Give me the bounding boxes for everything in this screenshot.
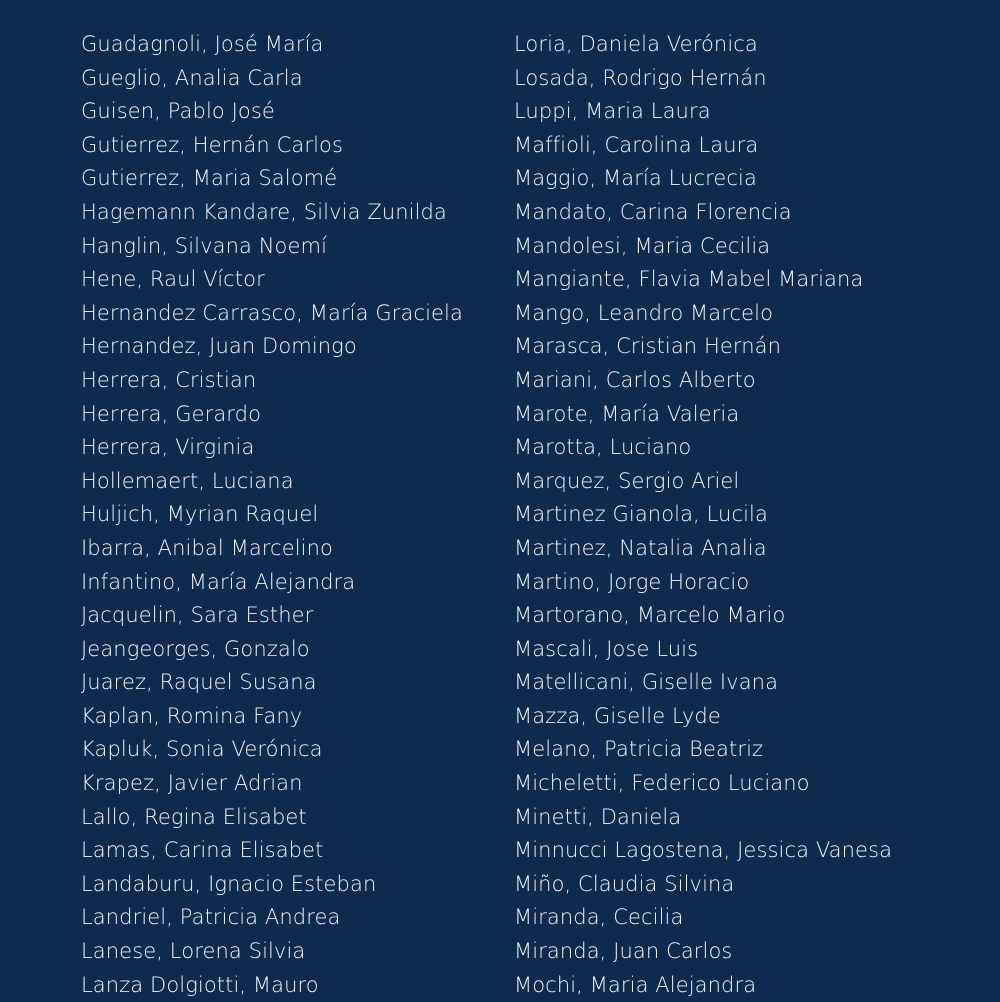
name-entry: Hernandez, Juan Domingo bbox=[81, 334, 357, 359]
name-entry: Ibarra, Anibal Marcelino bbox=[81, 535, 333, 560]
name-entry: Lanza Dolgiotti, Mauro bbox=[81, 972, 319, 997]
name-entry: Juarez, Raquel Susana bbox=[81, 670, 317, 695]
name-entry: Kapluk, Sonia Verónica bbox=[81, 737, 323, 762]
name-entry: Guadagnoli, José María bbox=[81, 32, 324, 56]
name-entry: Herrera, Cristian bbox=[81, 367, 257, 392]
name-entry: Marotta, Luciano bbox=[514, 435, 692, 460]
name-entry: Guisen, Pablo José bbox=[81, 99, 275, 124]
name-entry: Herrera, Gerardo bbox=[81, 401, 262, 426]
name-entry: Miranda, Cecilia bbox=[514, 905, 684, 930]
names-column-right bbox=[514, 28, 892, 1002]
name-entry: Jacquelin, Sara Esther bbox=[81, 603, 314, 628]
name-entry: Hollemaert, Luciana bbox=[81, 468, 294, 493]
name-entry: Hagemann Kandare, Silvia Zunilda bbox=[81, 199, 447, 224]
name-entry: Miranda, Juan Carlos bbox=[514, 939, 733, 964]
name-entry: Mariani, Carlos Alberto bbox=[514, 367, 756, 392]
names-column-left bbox=[81, 28, 463, 1002]
name-entry: Martinez Gianola, Lucila bbox=[514, 502, 768, 527]
name-entry: Gutierrez, Maria Salomé bbox=[81, 166, 338, 191]
name-entry: Landriel, Patricia Andrea bbox=[81, 905, 341, 930]
name-entry: Mangiante, Flavia Mabel Mariana bbox=[514, 267, 864, 292]
name-entry: Miño, Claudia Silvina bbox=[514, 871, 735, 896]
name-entry: Minnucci Lagostena, Jessica Vanesa bbox=[514, 838, 893, 863]
name-entry: Matellicani, Giselle Ivana bbox=[514, 670, 779, 695]
name-entry: Krapez, Javier Adrian bbox=[81, 771, 303, 796]
name-entry: Minetti, Daniela bbox=[514, 804, 682, 829]
name-entry: Mandolesi, Maria Cecilia bbox=[514, 233, 771, 258]
name-entry: Mandato, Carina Florencia bbox=[514, 199, 792, 224]
name-entry: Landaburu, Ignacio Esteban bbox=[81, 871, 377, 896]
name-entry: Gueglio, Analia Carla bbox=[81, 65, 303, 90]
name-entry: Lamas, Carina Elisabet bbox=[81, 838, 324, 863]
name-entry: Maffioli, Carolina Laura bbox=[514, 132, 759, 157]
name-entry: Mascali, Jose Luis bbox=[514, 636, 699, 661]
name-entry: Mazza, Giselle Lyde bbox=[514, 703, 721, 728]
name-entry: Mango, Leandro Marcelo bbox=[514, 300, 774, 325]
name-entry: Infantino, María Alejandra bbox=[81, 569, 356, 594]
name-entry: Jeangeorges, Gonzalo bbox=[81, 636, 310, 661]
name-entry: Loria, Daniela Verónica bbox=[514, 32, 758, 56]
name-entry: Melano, Patricia Beatriz bbox=[514, 737, 764, 762]
name-entry: Mochi, Maria Alejandra bbox=[514, 972, 757, 997]
name-entry: Hernandez Carrasco, María Graciela bbox=[81, 300, 463, 325]
name-entry: Losada, Rodrigo Hernán bbox=[514, 65, 767, 90]
name-entry: Maggio, María Lucrecia bbox=[514, 166, 757, 191]
name-entry: Herrera, Virginia bbox=[81, 435, 255, 460]
name-entry: Kaplan, Romina Fany bbox=[81, 703, 303, 728]
name-entry: Martorano, Marcelo Mario bbox=[514, 603, 786, 628]
name-entry: Hene, Raul Víctor bbox=[81, 267, 265, 292]
name-entry: Marquez, Sergio Ariel bbox=[514, 468, 740, 493]
name-entry: Marasca, Cristian Hernán bbox=[514, 334, 782, 359]
name-entry: Martino, Jorge Horacio bbox=[514, 569, 750, 594]
name-entry: Micheletti, Federico Luciano bbox=[514, 771, 810, 796]
name-entry: Lallo, Regina Elisabet bbox=[81, 804, 307, 829]
name-entry: Gutierrez, Hernán Carlos bbox=[81, 132, 343, 157]
name-entry: Lanese, Lorena Silvia bbox=[81, 939, 306, 964]
name-entry: Hanglin, Silvana Noemí bbox=[81, 233, 328, 258]
name-entry: Marote, María Valeria bbox=[514, 401, 740, 426]
name-entry: Huljich, Myrian Raquel bbox=[81, 502, 319, 527]
name-entry: Luppi, Maria Laura bbox=[514, 99, 711, 124]
name-entry: Martinez, Natalia Analia bbox=[514, 535, 767, 560]
